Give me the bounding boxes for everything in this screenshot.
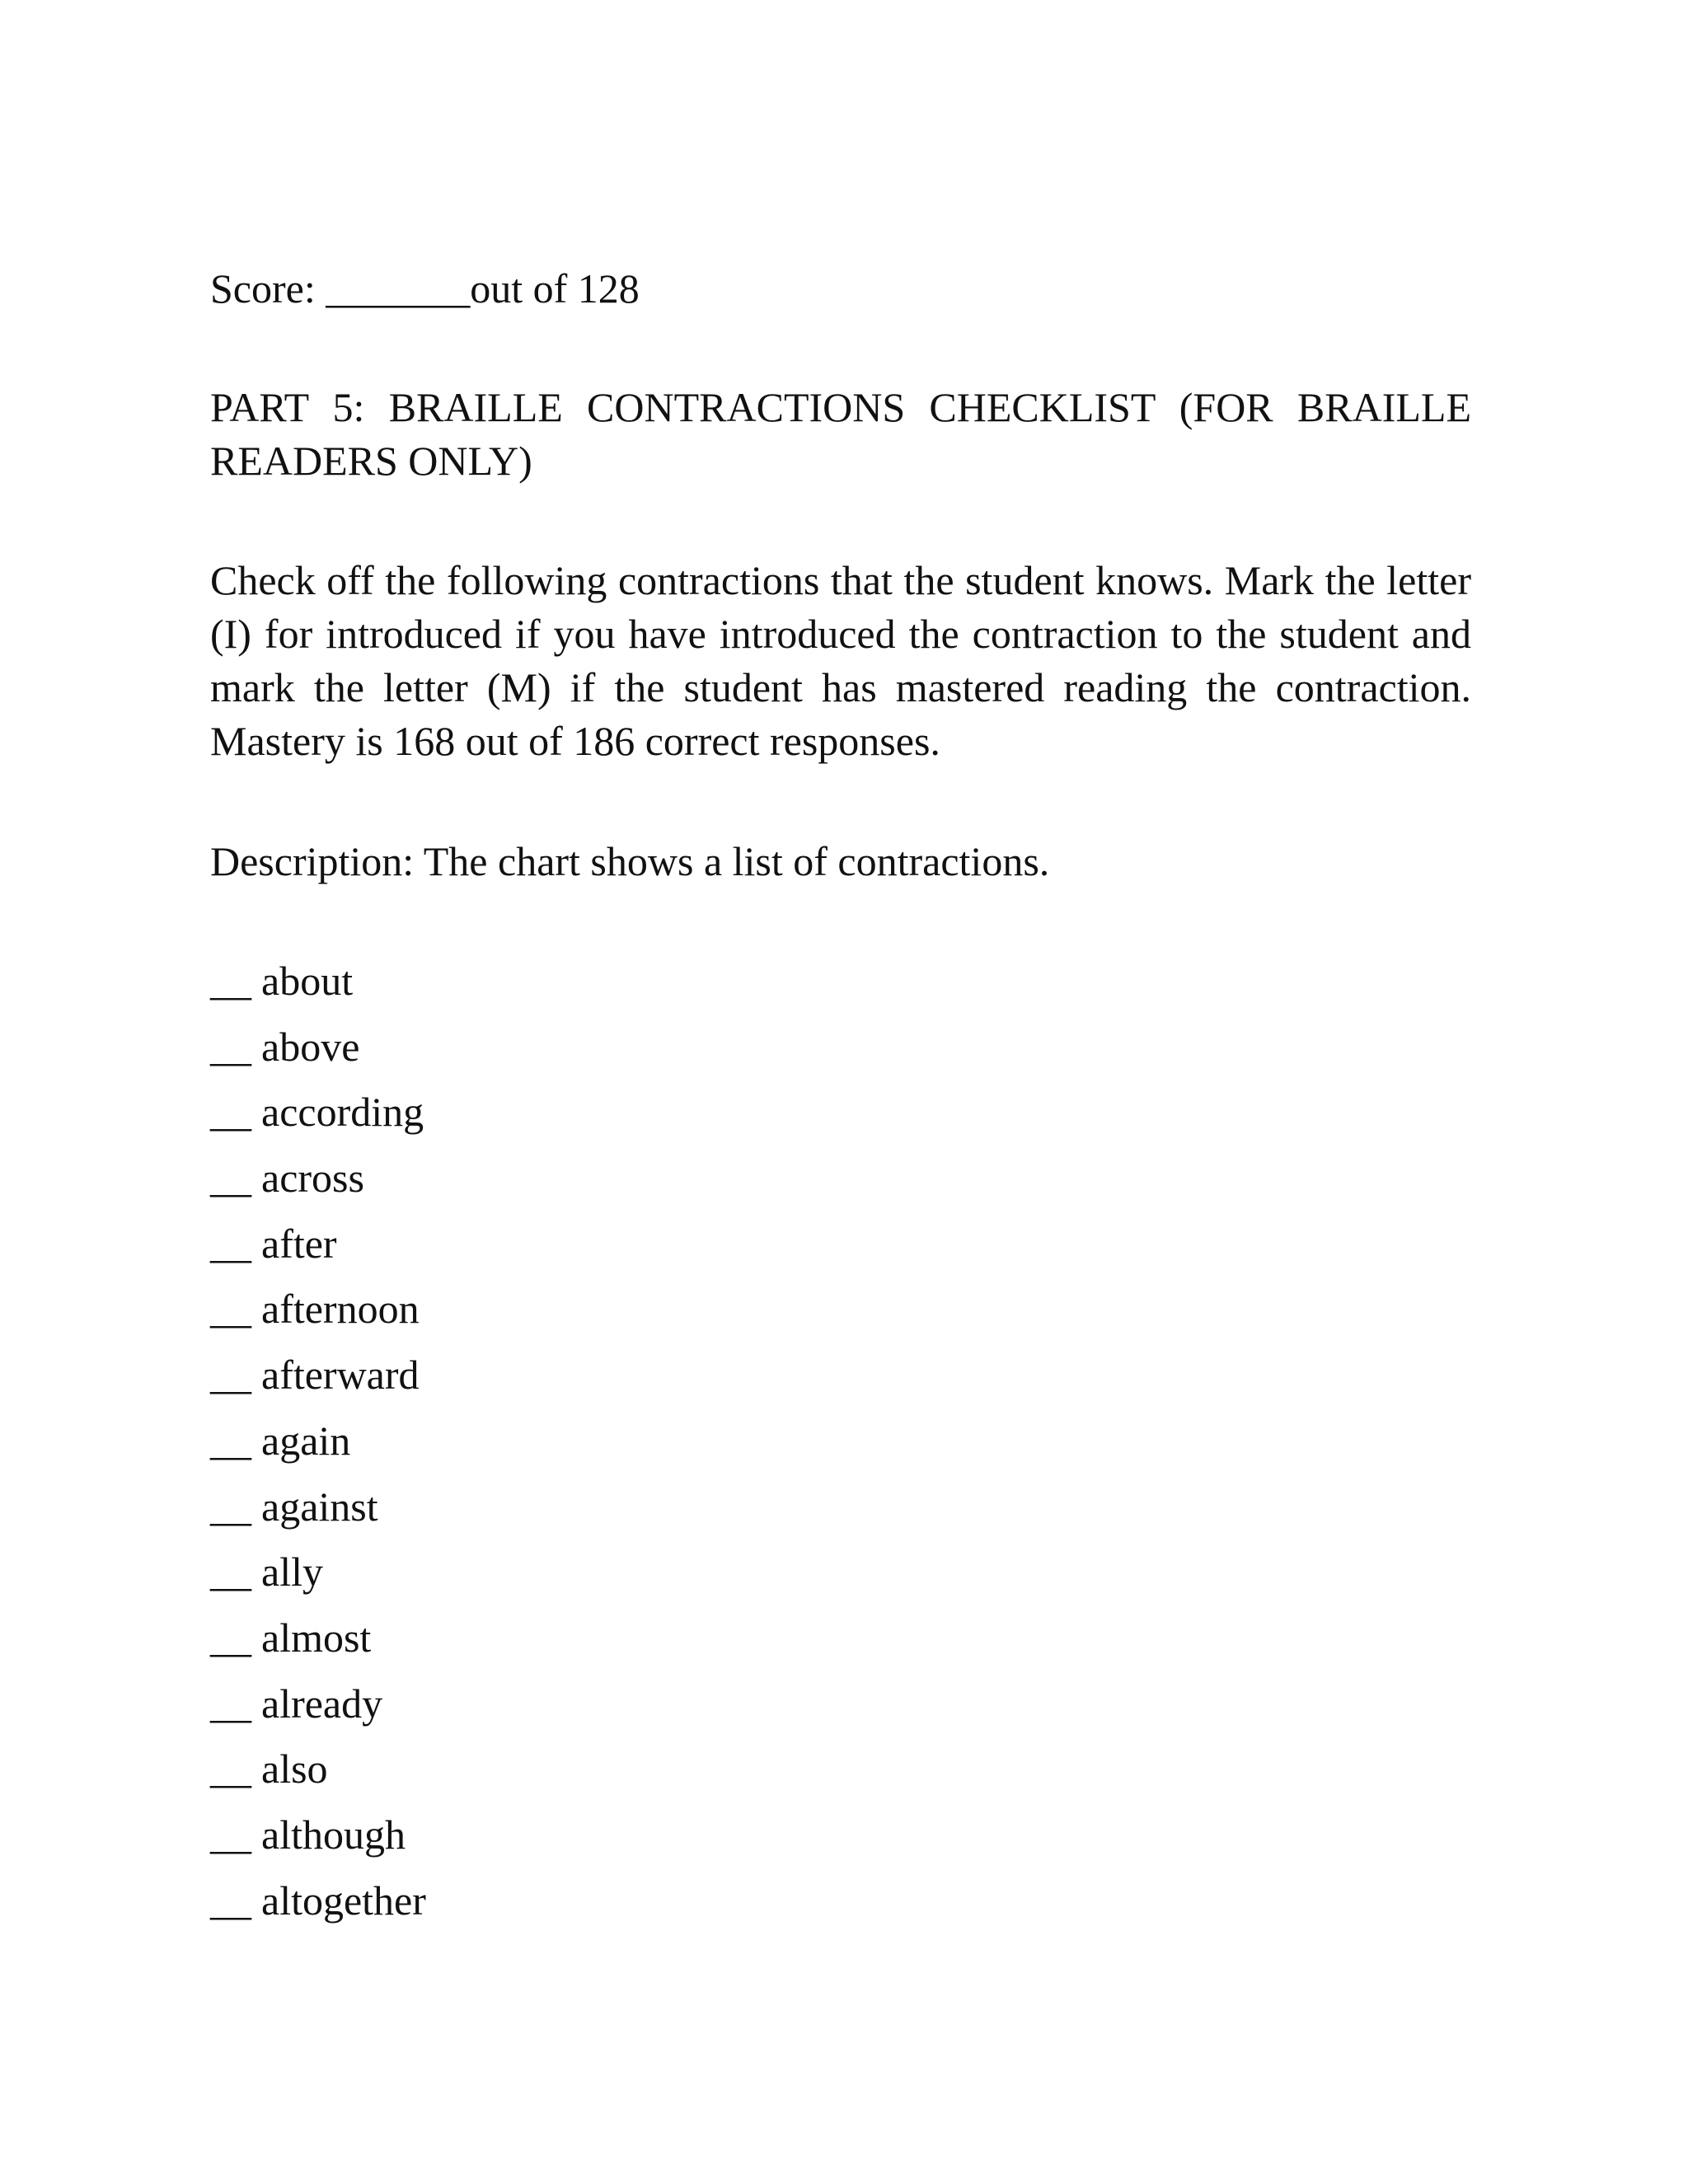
contraction-word: across bbox=[261, 1155, 364, 1202]
score-blank: _______ bbox=[326, 265, 471, 312]
contraction-word: ally bbox=[261, 1549, 323, 1596]
contraction-word: against bbox=[261, 1483, 378, 1530]
check-blank: __ bbox=[210, 1483, 251, 1530]
checklist-item bbox=[210, 1151, 426, 1217]
score-label: Score: bbox=[210, 265, 316, 312]
checklist-item bbox=[210, 1085, 426, 1151]
description-text: Description: The chart shows a list of contractions. bbox=[210, 838, 1050, 884]
contraction-word: afterward bbox=[261, 1352, 420, 1399]
check-blank: __ bbox=[210, 1811, 251, 1858]
check-blank: __ bbox=[210, 1352, 251, 1399]
checklist-item bbox=[210, 1545, 426, 1611]
contraction-word: altogether bbox=[261, 1877, 426, 1924]
instructions-paragraph: Check off the following contractions that the student knows. Mark the letter (I) for introduced if you have introduced the contraction to the student and mark the letter (M) if the student has mastered reading the contraction. Mastery is 168 out of 186 correct responses. bbox=[210, 557, 1471, 764]
check-blank: __ bbox=[210, 1286, 251, 1333]
check-blank: __ bbox=[210, 1023, 251, 1070]
part-heading: PART 5: BRAILLE CONTRACTIONS CHECKLIST (FOR BRAILLE READERS ONLY) bbox=[210, 384, 1471, 484]
contraction-word: again bbox=[261, 1417, 351, 1464]
check-blank: __ bbox=[210, 1089, 251, 1136]
contraction-word: above bbox=[261, 1023, 360, 1070]
check-blank: __ bbox=[210, 1877, 251, 1924]
score-suffix: out of 128 bbox=[470, 265, 640, 312]
checklist-item bbox=[210, 954, 426, 1020]
check-blank: __ bbox=[210, 958, 251, 1004]
checklist-item bbox=[210, 1414, 426, 1480]
check-blank: __ bbox=[210, 1417, 251, 1464]
checklist-item bbox=[210, 1611, 426, 1677]
contraction-word: afternoon bbox=[261, 1286, 420, 1333]
checklist-item bbox=[210, 1808, 426, 1874]
contraction-checklist bbox=[210, 954, 426, 1939]
checklist-item bbox=[210, 1677, 426, 1743]
checklist-item bbox=[210, 1217, 426, 1283]
contraction-word: already bbox=[261, 1680, 383, 1727]
contraction-word: according bbox=[261, 1089, 424, 1136]
contraction-word: although bbox=[261, 1811, 406, 1858]
checklist-item bbox=[210, 1282, 426, 1348]
contraction-word: about bbox=[261, 958, 354, 1004]
checklist-item bbox=[210, 1348, 426, 1414]
check-blank: __ bbox=[210, 1549, 251, 1596]
check-blank: __ bbox=[210, 1614, 251, 1661]
contraction-word: after bbox=[261, 1220, 337, 1267]
check-blank: __ bbox=[210, 1220, 251, 1267]
checklist-item bbox=[210, 1742, 426, 1808]
contraction-word: also bbox=[261, 1746, 328, 1793]
check-blank: __ bbox=[210, 1155, 251, 1202]
checklist-item bbox=[210, 1874, 426, 1940]
check-blank: __ bbox=[210, 1680, 251, 1727]
checklist-item bbox=[210, 1020, 426, 1086]
contraction-word: almost bbox=[261, 1614, 372, 1661]
checklist-item bbox=[210, 1480, 426, 1546]
score-line bbox=[210, 262, 640, 315]
check-blank: __ bbox=[210, 1746, 251, 1793]
